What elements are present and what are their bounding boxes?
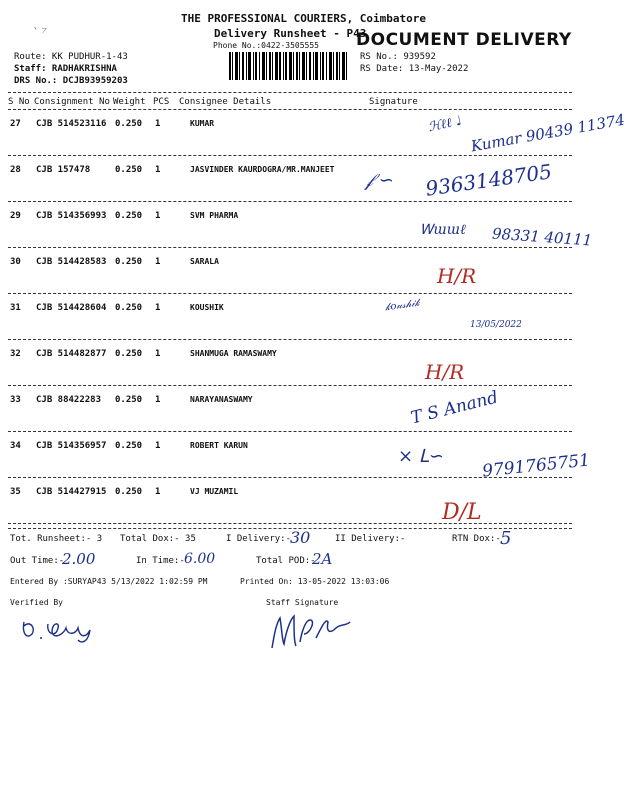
- row-divider: [8, 339, 572, 340]
- row-sno: 29: [10, 211, 21, 221]
- sig-note-30: H/R: [437, 264, 477, 288]
- row-divider: [8, 247, 572, 248]
- row-weight: 0.250: [115, 303, 143, 313]
- out-time-value: 2.00: [62, 550, 96, 568]
- row-pcs: 1: [155, 395, 161, 405]
- row-weight: 0.250: [115, 165, 143, 175]
- row-pcs: 1: [155, 211, 161, 221]
- row-consignee: NARAYANASWAMY: [190, 395, 253, 404]
- verified-by-label: Verified By: [10, 598, 63, 607]
- total-dox: Total Dox:- 35: [120, 534, 196, 544]
- total-pod-label: Total POD:-: [256, 556, 316, 566]
- row-sno: 35: [10, 487, 21, 497]
- row-pcs: 1: [155, 487, 161, 497]
- row-weight: 0.250: [115, 441, 143, 451]
- signature-31-name: 𝓀𝑜𝓊𝓈𝒽𝒾𝓀: [384, 297, 421, 314]
- sig-note-31: 13/05/2022: [470, 320, 522, 330]
- i-delivery-value: 30: [290, 528, 311, 547]
- sig-note-35: D/L: [442, 500, 482, 525]
- sig-note-27: Kumar 90439 11374: [469, 110, 626, 156]
- row-sno: 28: [10, 165, 21, 175]
- row-pcs: 1: [155, 441, 161, 451]
- col-header-weight: Weight: [113, 97, 146, 107]
- col-header-signature: Signature: [369, 97, 418, 107]
- entered-by: Entered By :SURYAP43 5/13/2022 1:02:59 PM: [10, 577, 208, 586]
- rtn-dox-value: 5: [500, 528, 512, 549]
- sig-note-32: H/R: [425, 360, 465, 384]
- company-name: THE PROFESSIONAL COURIERS, Coimbatore: [181, 12, 427, 25]
- row-sno: 31: [10, 303, 21, 313]
- header-top-rule: [8, 92, 572, 93]
- verified-by-signature: [18, 612, 108, 646]
- signature-28-mark: 𝒻 ∽: [365, 170, 394, 191]
- staff-signature: [266, 608, 366, 654]
- out-time-label: Out Time:-: [10, 556, 65, 566]
- row-pcs: 1: [155, 257, 161, 267]
- row-consignee: SVM PHARMA: [190, 211, 239, 220]
- signature-27: ℋℓℓ ♩: [426, 113, 464, 136]
- ii-delivery-label: II Delivery:-: [335, 534, 406, 544]
- row-consignment-no: CJB 88422283: [36, 395, 102, 405]
- row-weight: 0.250: [115, 211, 143, 221]
- rtn-dox-label: RTN Dox:-: [452, 534, 501, 544]
- total-runsheet: Tot. Runsheet:- 3: [10, 534, 103, 544]
- staff-label: Staff: RADHAKRISHNA: [14, 64, 117, 74]
- total-pod-value: 2A: [312, 550, 333, 568]
- signature-34-mark: ⨯ ᒪ∽: [398, 446, 444, 467]
- in-time-label: In Time:-: [136, 556, 185, 566]
- row-consignee: KUMAR: [190, 119, 215, 128]
- i-delivery-label: I Delivery:-: [226, 534, 292, 544]
- row-consignment-no: CJB 514356957: [36, 441, 107, 451]
- row-weight: 0.250: [115, 395, 143, 405]
- row-pcs: 1: [155, 303, 161, 313]
- in-time-value: 6.00: [184, 551, 216, 567]
- row-consignment-no: CJB 514482877: [36, 349, 107, 359]
- row-consignment-no: CJB 514427915: [36, 487, 107, 497]
- signature-29-mark: Ꮃɯɯℓ: [420, 222, 466, 238]
- header-bottom-rule: [8, 109, 572, 110]
- row-pcs: 1: [155, 165, 161, 175]
- row-pcs: 1: [155, 349, 161, 359]
- row-weight: 0.250: [115, 257, 143, 267]
- row-sno: 33: [10, 395, 21, 405]
- document-delivery-stamp: DOCUMENT DELIVERY: [356, 30, 572, 50]
- row-divider: [8, 385, 572, 386]
- row-consignment-no: CJB 157478: [36, 165, 91, 175]
- row-sno: 32: [10, 349, 21, 359]
- row-consignment-no: CJB 514356993: [36, 211, 107, 221]
- row-divider: [8, 523, 572, 524]
- row-weight: 0.250: [115, 349, 143, 359]
- sig-note-33: T S Anand: [408, 387, 501, 429]
- row-consignee: ROBERT KARUN: [190, 441, 248, 450]
- row-consignee: JASVINDER KAURDOGRA/MR.MANJEET: [190, 165, 335, 174]
- col-header-pcs: PCS: [153, 97, 170, 107]
- rs-date: RS Date: 13-May-2022: [360, 64, 469, 74]
- row-divider: [8, 155, 572, 156]
- barcode: [229, 52, 347, 80]
- printed-on: Printed On: 13-05-2022 13:03:06: [240, 577, 390, 586]
- row-consignment-no: CJB 514523116: [36, 119, 107, 129]
- row-weight: 0.250: [115, 487, 143, 497]
- sig-note-29: 98331 40111: [491, 224, 593, 250]
- row-consignee: SHANMUGA RAMASWAMY: [190, 349, 277, 358]
- sig-note-28: 9363148705: [423, 159, 554, 201]
- row-weight: 0.250: [115, 119, 143, 129]
- sig-note-34: 9791765751: [481, 450, 591, 482]
- drs-number: DRS No.: DCJB93959203: [14, 76, 128, 86]
- runsheet-title: Delivery Runsheet - P43: [214, 27, 367, 40]
- row-consignee: VJ MUZAMIL: [190, 487, 239, 496]
- rs-number: RS No.: 939592: [360, 52, 436, 62]
- row-divider: [8, 201, 572, 202]
- row-divider: [8, 293, 572, 294]
- col-header-consignment: Consignment No: [34, 97, 110, 107]
- row-consignee: SARALA: [190, 257, 219, 266]
- col-header-sno: S No: [8, 97, 30, 107]
- row-consignee: KOUSHIK: [190, 303, 224, 312]
- row-divider: [8, 431, 572, 432]
- phone-number: Phone No.:0422-3505555: [213, 41, 319, 50]
- row-consignment-no: CJB 514428604: [36, 303, 107, 313]
- row-sno: 34: [10, 441, 21, 451]
- col-header-consignee: Consignee Details: [179, 97, 272, 107]
- corner-mark: ˋ ⁷: [32, 26, 47, 40]
- route-label: Route: KK PUDHUR-1-43: [14, 52, 128, 62]
- staff-signature-label: Staff Signature: [266, 598, 339, 607]
- row-sno: 30: [10, 257, 21, 267]
- row-sno: 27: [10, 119, 21, 129]
- row-pcs: 1: [155, 119, 161, 129]
- row-consignment-no: CJB 514428583: [36, 257, 107, 267]
